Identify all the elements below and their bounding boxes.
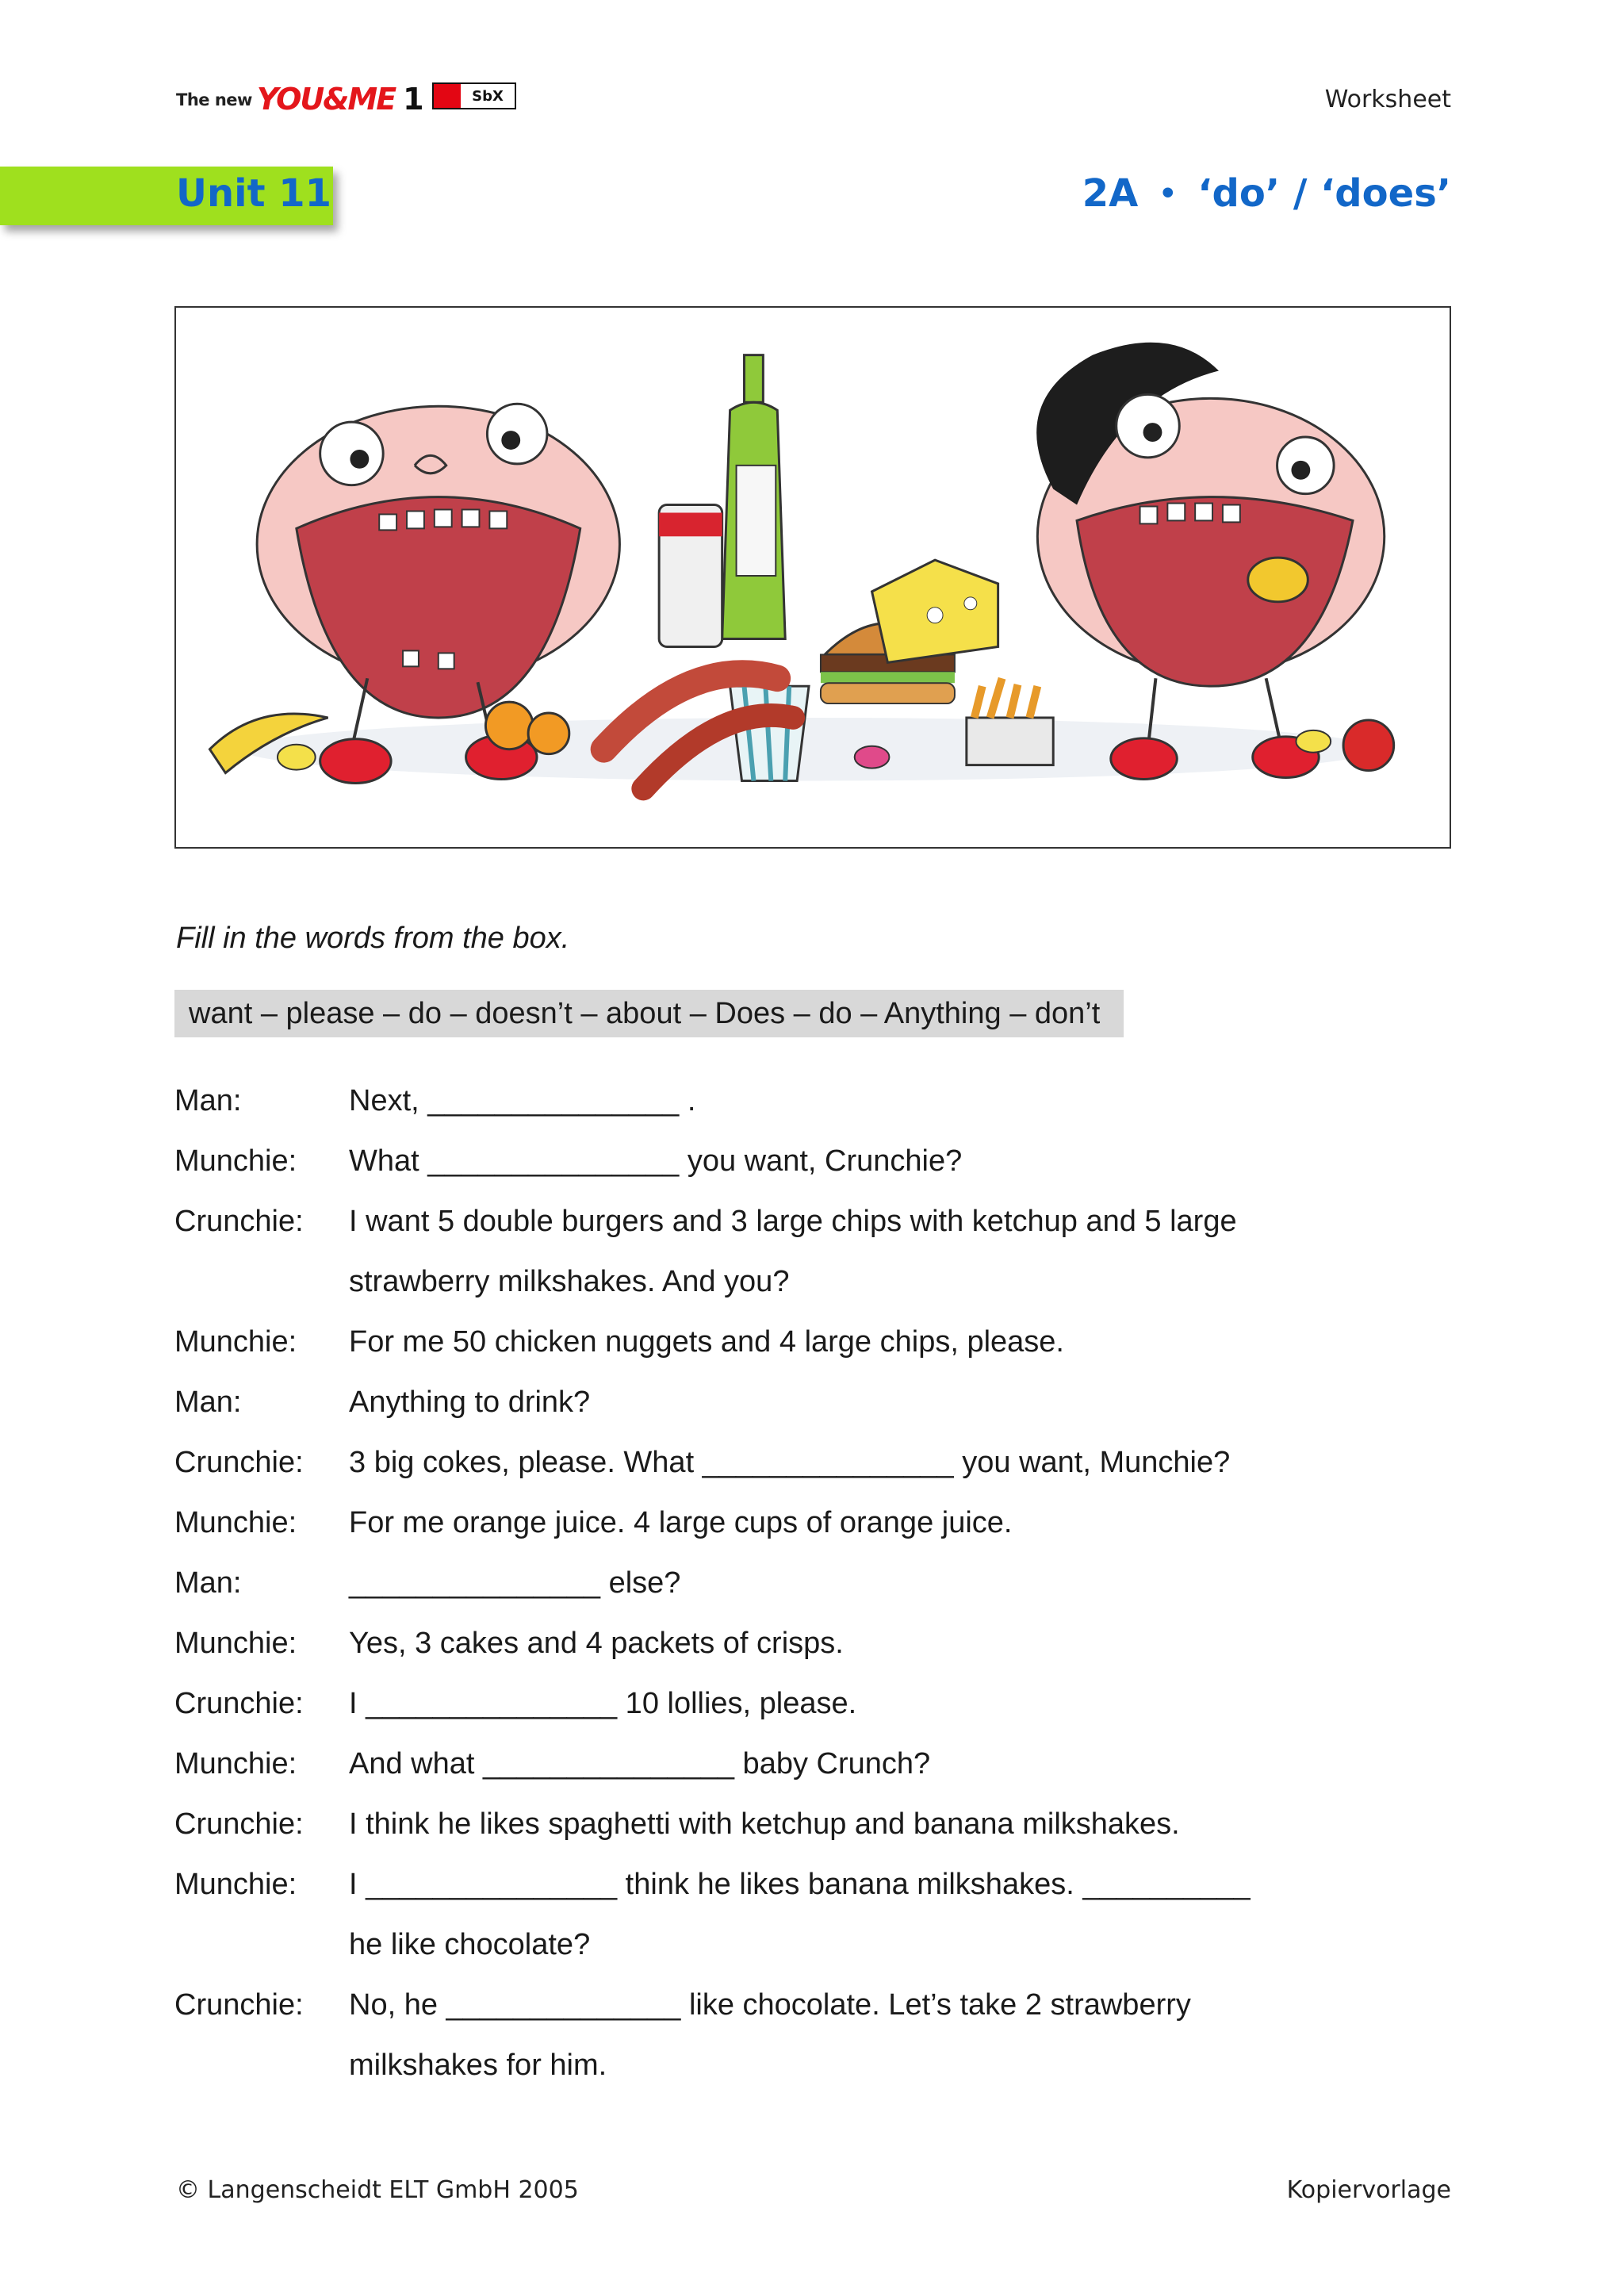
speaker: Man: [174, 1083, 242, 1117]
logo-number: 1 [403, 82, 424, 117]
copyright: © Langenscheidt ELT GmbH 2005 [176, 2176, 579, 2204]
dialogue-line [174, 1794, 1459, 1854]
logo-brand: YOU&ME [256, 82, 396, 117]
dialogue-line [174, 1854, 1459, 1915]
dialogue-line [174, 1432, 1459, 1493]
dialogue-line [174, 1372, 1459, 1432]
dialogue [174, 1071, 1459, 2095]
speaker: Crunchie: [174, 1445, 304, 1479]
dialogue-line [174, 1734, 1459, 1794]
speaker: Munchie: [174, 1746, 297, 1780]
speech: strawberry milkshakes. And you? [349, 1264, 790, 1298]
logo-prefix: The new [176, 90, 252, 109]
speaker: Crunchie: [174, 1807, 304, 1841]
dialogue-line [174, 1553, 1459, 1613]
speaker: Crunchie: [174, 1686, 304, 1720]
speech: Next, _______________ . [349, 1083, 696, 1117]
apple-icon [1343, 720, 1394, 771]
monsters-eating-illustration [176, 308, 1450, 847]
right-monster-icon [1036, 343, 1385, 780]
speaker: Man: [174, 1385, 242, 1419]
unit-title: Unit 11 [176, 171, 332, 216]
speech: he like chocolate? [349, 1927, 591, 1961]
dialogue-line [174, 1191, 1459, 1251]
dialogue-line [174, 1613, 1459, 1673]
topic-heading [1082, 171, 1451, 216]
speaker: Man: [174, 1566, 242, 1600]
speech: I _______________ think he likes banana milkshakes. __________ [349, 1867, 1251, 1901]
publisher-logo [176, 79, 424, 117]
bottle-icon [722, 355, 786, 639]
speaker: Crunchie: [174, 1204, 304, 1238]
dialogue-line [174, 1312, 1459, 1372]
sbx-red-square [434, 84, 461, 108]
dialogue-line [174, 1251, 1459, 1312]
dialogue-line [174, 1915, 1459, 1975]
word-box: want – please – do – doesn’t – about – Does – do – Anything – don’t [174, 990, 1124, 1037]
instruction-text: Fill in the words from the box. [176, 922, 570, 955]
sbx-badge-label: SbX [472, 87, 504, 105]
speech: I want 5 double burgers and 3 large chips with ketchup and 5 large [349, 1204, 1237, 1238]
speaker: Crunchie: [174, 1987, 304, 2022]
cheese-icon [872, 560, 998, 662]
dialogue-line [174, 1131, 1459, 1191]
speaker: Munchie: [174, 1626, 297, 1660]
dialogue-line [174, 1493, 1459, 1553]
speaker: Munchie: [174, 1505, 297, 1539]
topic-code: 2A [1082, 171, 1139, 216]
speech: And what _______________ baby Crunch? [349, 1746, 931, 1780]
worksheet-label: Worksheet [1324, 86, 1451, 113]
speech: I think he likes spaghetti with ketchup and banana milkshakes. [349, 1807, 1180, 1841]
speech: I _______________ 10 lollies, please. [349, 1686, 857, 1720]
speech: No, he ______________ like chocolate. Let’s take 2 strawberry [349, 1987, 1191, 2022]
dialogue-line [174, 1071, 1459, 1131]
speaker: Munchie: [174, 1144, 297, 1178]
speaker: Munchie: [174, 1324, 297, 1359]
chips-icon [967, 678, 1053, 765]
dialogue-line [174, 1673, 1459, 1734]
speech: For me 50 chicken nuggets and 4 large chips, please. [349, 1324, 1064, 1359]
dialogue-line [174, 1975, 1459, 2035]
speech: milkshakes for him. [349, 2048, 607, 2082]
speech: Anything to drink? [349, 1385, 591, 1419]
speech: 3 big cokes, please. What _______________ you want, Munchie? [349, 1445, 1231, 1479]
topic-title: ‘do’ / ‘does’ [1197, 171, 1451, 216]
speech: Yes, 3 cakes and 4 packets of crisps. [349, 1626, 844, 1660]
footer-label: Kopiervorlage [1286, 2176, 1451, 2204]
bullet-icon: • [1159, 177, 1178, 210]
dialogue-line [174, 2035, 1459, 2095]
speaker: Munchie: [174, 1867, 297, 1901]
illustration-frame [174, 306, 1451, 849]
speech: _______________ else? [349, 1566, 681, 1600]
cup-icon [730, 686, 809, 780]
speech: What _______________ you want, Crunchie? [349, 1144, 963, 1178]
can-icon [659, 505, 722, 647]
sbx-badge [432, 82, 516, 109]
speech: For me orange juice. 4 large cups of orange juice. [349, 1505, 1013, 1539]
